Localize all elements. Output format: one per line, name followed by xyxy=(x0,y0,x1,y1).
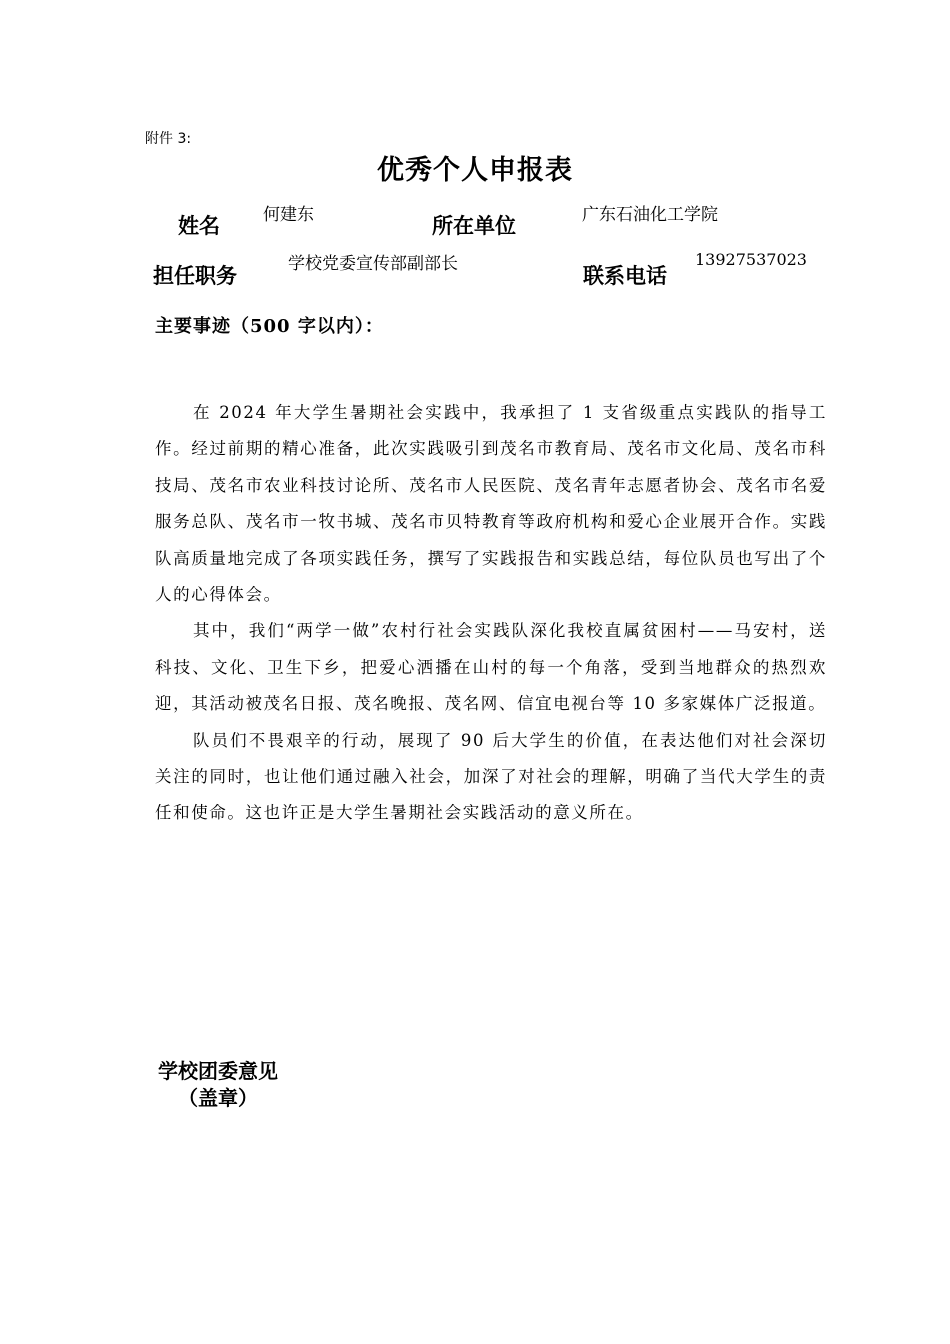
position-label: 担任职务 xyxy=(153,264,237,288)
achievement-paragraph: 其中，我们“两学一做”农村行社会实践队深化我校直属贫困村——马安村，送科技、文化、卫生下乡，把爱心洒播在山村的每一个角落，受到当地群众的热烈欢迎，其活动被茂名日报、茂名晚报、茂名网、信宜电视台等 10 多家媒体广泛报道。 xyxy=(155,621,827,714)
name-label: 姓名 xyxy=(178,214,220,238)
unit-value: 广东石油化工学院 xyxy=(582,205,718,225)
committee-opinion-label: 学校团委意见 xyxy=(158,1059,278,1083)
stamp-note: （盖章） xyxy=(178,1086,258,1110)
position-value: 学校党委宣传部副部长 xyxy=(288,254,458,274)
achievement-paragraph: 队员们不畏艰辛的行动，展现了 90 后大学生的价值，在表达他们对社会深切关注的同时，也让他们通过融入社会，加深了对社会的理解，明确了当代大学生的责任和使命。这也许正是大学生暑期社会实践活动的意义所在。 xyxy=(155,730,827,823)
achievements-heading: 主要事迹（500 字以内）： xyxy=(155,316,384,337)
page-title: 优秀个人申报表 xyxy=(377,155,573,186)
committee-opinion xyxy=(158,1058,278,1112)
unit-label: 所在单位 xyxy=(432,214,516,238)
attachment-label: 附件 3: xyxy=(145,131,192,147)
achievements-body xyxy=(155,395,827,832)
phone-value: 13927537023 xyxy=(695,250,807,269)
achievement-paragraph: 在 2024 年大学生暑期社会实践中，我承担了 1 支省级重点实践队的指导工作。经过前期的精心准备，此次实践吸引到茂名市教育局、茂名市文化局、茂名市科技局、茂名市农业科技讨论所、茂名市人民医院、茂名青年志愿者协会、茂名市名爱服务总队、茂名市一牧书城、茂名市贝特教育等政府机构和爱心企业展开合作。实践队高质量地完成了各项实践任务，撰写了实践报告和实践总结，每位队员也写出了个人的心得体会。 xyxy=(155,403,827,605)
phone-label: 联系电话 xyxy=(583,264,667,288)
name-value: 何建东 xyxy=(263,205,314,225)
